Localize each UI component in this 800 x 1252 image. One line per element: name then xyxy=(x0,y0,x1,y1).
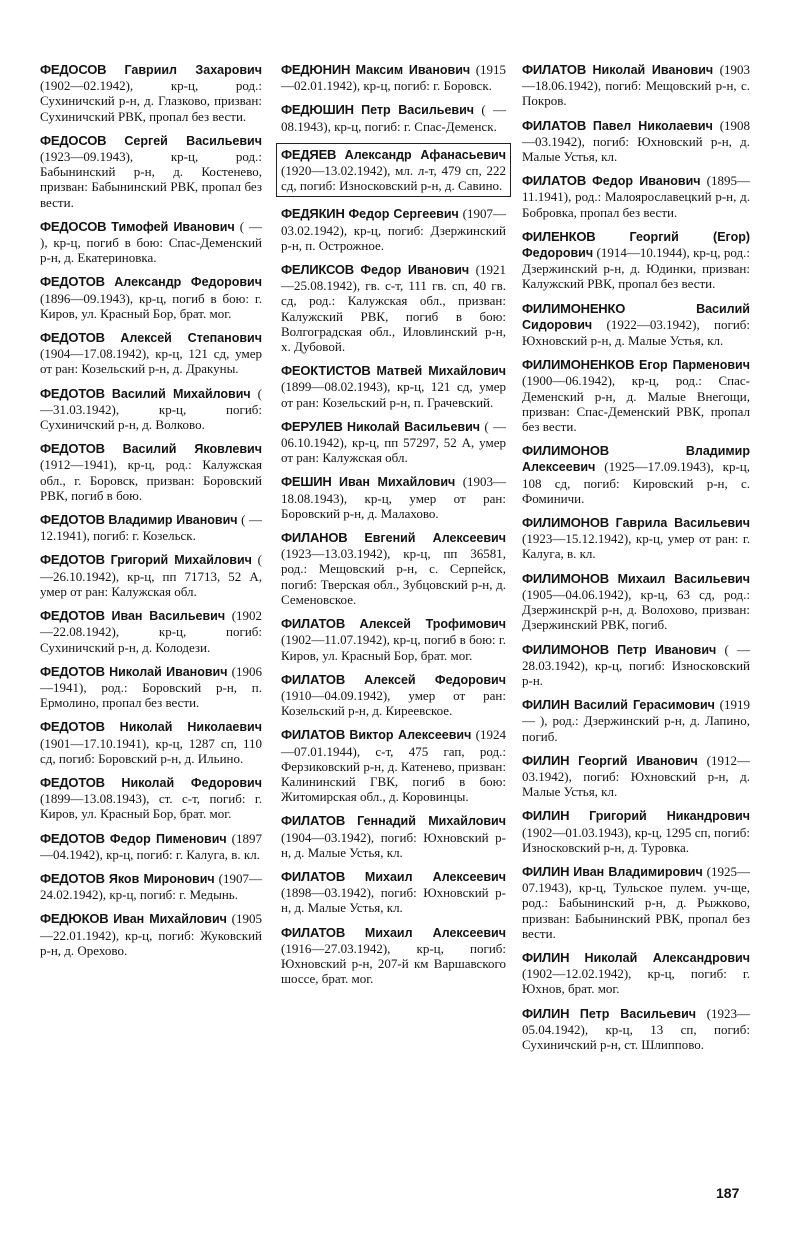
entry xyxy=(40,274,262,321)
entry-details: (1903—18.06.1942), погиб: Мещовский р-н, с. Покров. xyxy=(522,62,751,109)
entry xyxy=(522,1006,750,1053)
entry xyxy=(281,530,506,607)
entry xyxy=(40,133,262,210)
entry-surname: ФИЛАТОВ xyxy=(522,117,587,133)
entry xyxy=(40,62,262,124)
entry-details: (1925—07.1943), кр-ц, Тульское пулем. уч-ще, род.: Бабынинский р-н, д. Рыжково, призван: Бабынинский РВК, пропал без вести. xyxy=(522,863,750,941)
entry xyxy=(522,697,750,744)
entry-surname: ФИЛАТОВ xyxy=(281,868,346,884)
entry-details: (1923—09.1943), кр-ц, род.: Бабынинский р-н, д. Костенево, призван: Бабынинский РВК, пропал без вести. xyxy=(40,149,262,210)
entry-given-names: Федор Иванович xyxy=(360,263,470,278)
entry-surname: ФИЛАТОВ xyxy=(281,924,346,940)
entry-details: (1910—04.09.1942), умер от ран: Козельский р-н, д. Киреевское. xyxy=(281,687,506,719)
entry xyxy=(522,808,750,855)
entry-details: ( —31.03.1942), кр-ц, погиб: Сухиничский р-н, д. Волково. xyxy=(40,385,263,433)
entry-surname: ФИЛИН xyxy=(522,808,570,824)
entry xyxy=(40,775,262,822)
column-2 xyxy=(281,62,506,995)
entry-given-names: Геннадий Михайлович xyxy=(357,814,506,829)
entry-surname: ФЕДЯЕВ xyxy=(281,146,337,162)
entry-given-names: Яков Миронович xyxy=(108,871,215,886)
entry-surname: ФИЛИМОНОВ xyxy=(522,443,609,459)
entry-given-names: Петр Васильевич xyxy=(361,103,475,118)
entry-surname: ФИЛИН xyxy=(522,697,570,713)
entry xyxy=(522,62,750,109)
entry xyxy=(281,419,506,466)
entry xyxy=(40,512,262,543)
entry-surname: ФЕЛИКСОВ xyxy=(281,262,354,278)
entry xyxy=(522,118,750,165)
entry-given-names: Николай Иванович xyxy=(109,664,228,679)
entry-details: (1897—04.1942), кр-ц, погиб: г. Калуга, в. кл. xyxy=(40,830,263,862)
entry-surname: ФЕДОТОВ xyxy=(40,385,105,401)
entry-surname: ФИЛАТОВ xyxy=(522,173,587,189)
entry-surname: ФИЛЕНКОВ xyxy=(522,228,596,244)
entry-given-names: Петр Иванович xyxy=(617,642,717,657)
entry-given-names: Николай Александрович xyxy=(584,950,750,965)
highlighted-entry xyxy=(276,143,511,198)
entry-details: (1905—22.01.1942), кр-ц, погиб: Жуковский р-н, д. Орехово. xyxy=(40,911,263,958)
entry-details: (1902—01.03.1943), кр-ц, 1295 сп, погиб: Износковский р-н, д. Туровка. xyxy=(522,824,750,855)
entry-given-names: Гаврила Васильевич xyxy=(615,516,750,531)
entry xyxy=(281,206,506,253)
entry-given-names: Николай Васильевич xyxy=(346,419,481,434)
entry-details: (1914—10.1944), кр-ц, род.: Дзержинский р-н, д. Юдинки, призван: Калужский РВК, пропал без вести. xyxy=(522,245,750,292)
entry xyxy=(522,301,750,349)
entry-given-names: Егор Парменович xyxy=(639,358,750,373)
entry-surname: ФЕДЮШИН xyxy=(281,102,354,118)
entry-details: (1902—02.1942), кр-ц, род.: Сухиничский р-н, д. Глазково, призван: Сухиничский РВК, пропал без вести. xyxy=(40,78,262,124)
entry-details: (1920—13.02.1942), мл. л-т, 479 сп, 222 сд, погиб: Износковский р-н, д. Савино. xyxy=(281,163,506,194)
entry-given-names: Александр Афанасьевич xyxy=(344,147,506,162)
entry-details: (1899—13.08.1943), ст. с-т, погиб: г. Киров, ул. Красный Бор, брат. мог. xyxy=(40,791,262,822)
entry-given-names: Федор Пименович xyxy=(109,831,227,846)
entry-details: (1912—03.1942), погиб: Юхновский р-н, д. Малые Устья, кл. xyxy=(522,752,750,800)
entry-details: (1907—24.02.1942), кр-ц, погиб: г. Медынь. xyxy=(40,870,262,903)
entry-details: (1923—13.03.1942), кр-ц, пп 36581, род.: Мещовский р-н, с. Серпейск, погиб: Тверская обл., Зубцовский р-н, д. Семеновское. xyxy=(281,546,506,607)
entry-given-names: Владимир Алексеевич xyxy=(522,444,750,475)
entry-surname: ФИЛАТОВ xyxy=(522,62,587,77)
entry-surname: ФЕДЮКОВ xyxy=(40,911,109,927)
entry-surname: ФИЛИН xyxy=(522,752,570,768)
entry xyxy=(281,869,506,916)
entry xyxy=(40,911,262,958)
entry-details: (1900—06.1942), кр-ц, род.: Спас-Деменский р-н, д. Малые Внегощи, призван: Спас-Деменский РВК, пропал без вести. xyxy=(522,373,750,435)
entry-details: ( — ), кр-ц, погиб в бою: Спас-Деменский р-н, д. Екатериновка. xyxy=(40,218,262,266)
entry-surname: ФЕДЯКИН xyxy=(281,206,345,222)
entry-surname: ФИЛАТОВ xyxy=(281,727,346,743)
entry xyxy=(281,363,506,410)
entry-given-names: Михаил Алексеевич xyxy=(364,925,506,940)
entry-given-names: Павел Николаевич xyxy=(592,118,713,133)
entry-given-names: Иван Владимирович xyxy=(573,864,703,879)
entry-surname: ФИЛИН xyxy=(522,863,570,879)
entry xyxy=(522,642,750,689)
entry-details: (1895—11.1941), род.: Малоярославецкий р-н, д. Бобровка, пропал без вести. xyxy=(522,173,751,220)
entry-details: (1899—08.02.1943), кр-ц, 121 сд, умер от ран: Козельский р-н, п. Грачевский. xyxy=(281,379,506,410)
entry xyxy=(40,386,262,433)
entry-details: (1906—1941), род.: Боровский р-н, п. Ермолино, пропал без вести. xyxy=(40,663,263,711)
entry-surname: ФЕРУЛЕВ xyxy=(281,418,343,434)
entry-surname: ФЕДЮНИН xyxy=(281,62,351,77)
entry-given-names: Василий Яковлевич xyxy=(122,442,262,457)
entry-details: ( —08.1943), кр-ц, погиб: г. Спас-Деменск. xyxy=(281,102,506,134)
entry-surname: ФЕШИН xyxy=(281,474,332,490)
entry xyxy=(522,515,750,562)
entry-details: ( —28.03.1942), кр-ц, погиб: Износковский р-н. xyxy=(522,641,750,688)
entry-given-names: Михаил Васильевич xyxy=(617,571,751,586)
entry-given-names: Иван Васильевич xyxy=(111,609,226,624)
entry xyxy=(522,571,750,633)
entry xyxy=(522,443,750,506)
entry xyxy=(40,608,262,655)
entry-details: (1922—03.1942), погиб: Юхновский р-н, д. Малые Устья, кл. xyxy=(522,316,750,349)
entry-details: (1904—03.1942), погиб: Юхновский р-н, д. Малые Устья, кл. xyxy=(281,829,506,860)
entry-details: (1902—11.07.1942), кр-ц, погиб в бою: г. Киров, ул. Красный Бор, брат. мог. xyxy=(281,632,506,663)
entry-given-names: Василий Герасимович xyxy=(574,698,715,713)
entry xyxy=(281,262,506,354)
entry-given-names: Иван Михайлович xyxy=(338,475,456,490)
entry xyxy=(40,330,262,377)
entry-surname: ФЕОКТИСТОВ xyxy=(281,363,371,379)
entry-surname: ФИЛИМОНЕНКО xyxy=(522,300,626,316)
entry-surname: ФЕДОТОВ xyxy=(40,552,105,568)
entry-details: (1919— ), род.: Дзержинский р-н, д. Лапино, погиб. xyxy=(522,697,751,744)
entry xyxy=(40,219,262,266)
entry-details: (1923—05.04.1942), кр-ц, 13 сп, погиб: Сухиничский р-н, ст. Шлиппово. xyxy=(522,1005,750,1052)
entry-given-names: Алексей Федорович xyxy=(364,672,506,687)
entry-given-names: Григорий Михайлович xyxy=(110,553,252,568)
entry-details: (1916—27.03.1942), кр-ц, погиб: Юхновский р-н, 207-й км Варшавского шоссе, брат. мог. xyxy=(281,940,506,987)
column-3 xyxy=(522,62,750,1061)
entry-given-names: Федор Сергеевич xyxy=(348,207,459,222)
entry-surname: ФЕДОСОВ xyxy=(40,218,107,234)
entry xyxy=(40,441,262,503)
entry xyxy=(281,616,506,663)
entry-given-names: Алексей Степанович xyxy=(120,331,262,346)
entry-surname: ФИЛИН xyxy=(522,949,570,965)
entry-details: (1902—12.02.1942), кр-ц, погиб: г. Юхнов, брат. мог. xyxy=(522,966,750,997)
entry-given-names: Иван Михайлович xyxy=(113,912,227,927)
entry-surname: ФЕДОТОВ xyxy=(40,830,105,846)
column-1 xyxy=(40,62,262,967)
entry-details: (1923—15.12.1942), кр-ц, умер от ран: г. Калуга, в. кл. xyxy=(522,531,750,562)
entry-surname: ФЕДОТОВ xyxy=(40,608,105,624)
entry-given-names: Василий Сидорович xyxy=(522,301,750,332)
entry-details: (1901—17.10.1941), кр-ц, 1287 сп, 110 сд, погиб: Боровский р-н, д. Ильино. xyxy=(40,735,262,766)
entry-given-names: Максим Иванович xyxy=(355,63,471,77)
entry-surname: ФЕДОТОВ xyxy=(40,274,105,290)
entry xyxy=(522,173,750,220)
entry-details: (1903—18.08.1943), кр-ц, умер от ран: Боровский р-н, д. Малахово. xyxy=(281,474,507,521)
entry-details: (1924—07.01.1944), с-т, 475 гап, род.: Ферзиковский р-н, д. Катенево, призван: Калининский ГВК, погиб в бою: Житомирская обл., д. Коровинцы. xyxy=(281,727,507,805)
entry-surname: ФЕДОТОВ xyxy=(40,719,105,735)
entry-given-names: Федор Иванович xyxy=(592,174,701,189)
entry xyxy=(40,871,262,902)
entry xyxy=(281,102,506,133)
entry-surname: ФИЛАТОВ xyxy=(281,813,346,829)
entry-details: (1915—02.01.1942), кр-ц, погиб: г. Боровск. xyxy=(281,62,507,94)
entry-details: ( —26.10.1942), кр-ц, пп 71713, 52 А, умер от ран: Калужская обл. xyxy=(40,552,263,599)
entry-surname: ФИЛАТОВ xyxy=(281,671,346,687)
entry-surname: ФЕДОТОВ xyxy=(40,330,105,346)
entry-details: (1921—25.08.1942), гв. с-т, 111 гв. сп, 40 гв. сд, род.: Калужская обл., призван: Калужский РВК, погиб в бою: Волгоградская обл., Иловлинский р-н, х. Дубовой. xyxy=(281,262,506,355)
entry xyxy=(281,813,506,860)
entry-surname: ФИЛИМОНОВ xyxy=(522,515,609,531)
entry-surname: ФИЛИМОНОВ xyxy=(522,641,609,657)
entry-given-names: Матвей Михайлович xyxy=(376,364,506,379)
entry-given-names: Владимир Иванович xyxy=(108,513,238,528)
entry xyxy=(40,664,262,711)
entry-details: ( —06.10.1942), кр-ц, пп 57297, 52 А, умер от ран: Калужская обл. xyxy=(281,418,507,466)
entry-surname: ФИЛИМОНЕНКОВ xyxy=(522,357,635,373)
entry-details: (1912—1941), кр-ц, род.: Калужская обл., г. Боровск, призван: Боровский РВК, погиб в бою. xyxy=(40,457,262,503)
entry-surname: ФЕДОСОВ xyxy=(40,62,107,77)
entry-given-names: Василий Михайлович xyxy=(111,386,251,401)
entry-given-names: Гавриил Захарович xyxy=(124,63,262,77)
entry-surname: ФЕДОТОВ xyxy=(40,870,105,886)
entry-given-names: Николай Николаевич xyxy=(119,720,263,735)
entry-surname: ФИЛАТОВ xyxy=(281,616,346,632)
entry xyxy=(281,474,506,521)
entry xyxy=(522,864,750,941)
entry-details: (1905—04.06.1942), кр-ц, 63 сд, род.: Дзержинскрй р-н, д. Волохово, призван: Дзержинский РВК, погиб. xyxy=(522,586,750,633)
entry-surname: ФЕДОТОВ xyxy=(40,441,105,457)
entry-details: (1904—17.08.1942), кр-ц, 121 сд, умер от ран: Козельский р-н, д. Дракуны. xyxy=(40,346,262,377)
entry-surname: ФИЛИН xyxy=(522,1005,570,1021)
entry xyxy=(40,831,262,862)
entry-details: (1925—17.09.1943), кр-ц, 108 сд, погиб: Кировский р-н, с. Фоминичи. xyxy=(522,459,750,506)
entry xyxy=(522,229,750,292)
entry xyxy=(281,672,506,719)
entry-details: (1902—22.08.1942), кр-ц, погиб: Сухиничский р-н, д. Колодези. xyxy=(40,608,263,655)
entry-surname: ФИЛИМОНОВ xyxy=(522,570,609,586)
entry xyxy=(281,727,506,804)
entry-given-names: Григорий Никандрович xyxy=(589,809,750,824)
entry xyxy=(40,719,262,766)
entry-given-names: Тимофей Иванович xyxy=(111,219,235,234)
entry-given-names: Сергей Васильевич xyxy=(124,133,262,148)
entry xyxy=(281,925,506,987)
entry-surname: ФЕДОТОВ xyxy=(40,663,105,679)
page-number: 187 xyxy=(716,1185,740,1201)
entry-given-names: Георгий (Егор) Федорович xyxy=(522,229,751,261)
entry-given-names: Георгий Иванович xyxy=(578,753,698,768)
entry-surname: ФЕДОСОВ xyxy=(40,132,107,148)
entry-given-names: Евгений Алексеевич xyxy=(364,531,506,546)
entry xyxy=(40,552,262,599)
entry xyxy=(281,62,506,93)
entry-surname: ФИЛАНОВ xyxy=(281,530,348,546)
entry xyxy=(522,357,750,434)
entry-given-names: Александр Федорович xyxy=(114,275,262,290)
entry xyxy=(522,950,750,997)
entry-details: (1898—03.1942), погиб: Юхновский р-н, д. Малые Устья, кл. xyxy=(281,885,506,916)
entry-surname: ФЕДОТОВ xyxy=(40,512,105,528)
entry-details: (1896—09.1943), кр-ц, погиб в бою: г. Киров, ул. Красный Бор, брат. мог. xyxy=(40,290,262,321)
entry-given-names: Михаил Алексеевич xyxy=(364,869,506,884)
entry xyxy=(522,753,750,800)
entry-details: (1908—03.1942), погиб: Юхновский р-н, д. Малые Устья, кл. xyxy=(522,117,751,165)
entry-given-names: Виктор Алексеевич xyxy=(349,728,472,743)
entry-details: ( —12.1941), погиб: г. Козельск. xyxy=(40,512,262,544)
entry-given-names: Николай Федорович xyxy=(121,775,262,790)
entry-given-names: Петр Васильевич xyxy=(579,1006,697,1021)
entry-details: (1907—03.02.1942), кр-ц, погиб: Дзержинский р-н, п. Острожное. xyxy=(281,206,507,253)
entry-given-names: Алексей Трофимович xyxy=(359,617,506,632)
entry-surname: ФЕДОТОВ xyxy=(40,774,105,790)
entry-given-names: Николай Иванович xyxy=(592,63,714,77)
